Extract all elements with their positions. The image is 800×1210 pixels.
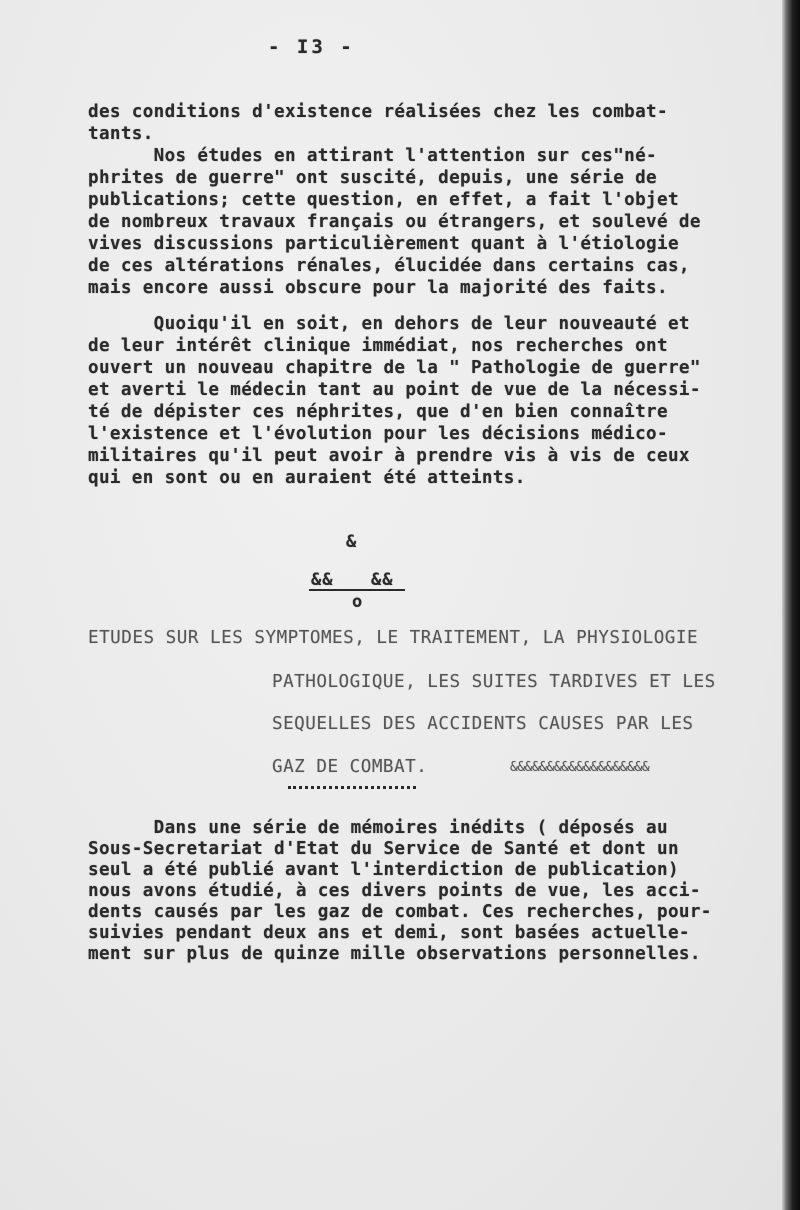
heading-ornament-tail: &&&&&&&&&&&&&&&&&&& — [510, 760, 650, 775]
ornament-bottom: o — [352, 592, 364, 612]
text-line: de nombreux travaux français ou étrangers, et soulevé de — [88, 212, 701, 232]
text-line: de leur intérêt clinique immédiat, nos recherches ont — [88, 336, 668, 356]
page-number: - I3 - — [268, 36, 355, 58]
section-heading-line: SEQUELLES DES ACCIDENTS CAUSES PAR LES — [272, 714, 694, 734]
text-line: publications; cette question, en effet, a fait l'objet — [88, 190, 679, 210]
text-line: dents causés par les gaz de combat. Ces recherches, pour- — [88, 902, 712, 922]
text-line: ment sur plus de quinze mille observations personnelles. — [88, 944, 701, 964]
section-heading-line: ETUDES SUR LES SYMPTOMES, LE TRAITEMENT, LA PHYSIOLOGIE — [88, 628, 699, 648]
section-heading-line: PATHOLOGIQUE, LES SUITES TARDIVES ET LES — [272, 672, 716, 692]
text-line: té de dépister ces néphrites, que d'en bien connaître — [88, 402, 668, 422]
text-line: nous avons étudié, à ces divers points de vue, les acci- — [88, 881, 701, 901]
text-line: seul a été publié avant l'interdiction de publication) — [88, 860, 679, 880]
text-line: l'existence et l'évolution pour les décisions médico- — [88, 424, 668, 444]
text-line: mais encore aussi obscure pour la majorité des faits. — [88, 278, 668, 298]
ornament-top: & — [346, 532, 358, 552]
text-line: de ces altérations rénales, élucidée dans certains cas, — [88, 256, 690, 276]
text-line: Dans une série de mémoires inédits ( déposés au — [88, 818, 668, 838]
text-line: des conditions d'existence réalisées chez les combat- — [88, 102, 668, 122]
text-line: et averti le médecin tant au point de vue de la nécessi- — [88, 380, 701, 400]
text-line: ouvert un nouveau chapitre de la " Pathologie de guerre" — [88, 358, 701, 378]
ornament-right: && — [371, 570, 394, 590]
section-heading-line: GAZ DE COMBAT. — [272, 757, 428, 777]
text-line: suivies pendant deux ans et demi, sont basées actuelle- — [88, 923, 690, 943]
bleed-through-watermark — [706, 80, 766, 980]
ornament-rule — [309, 589, 405, 591]
ornament-left: && — [311, 570, 334, 590]
scan-edge-shadow — [782, 0, 800, 1210]
text-line: militaires qu'il peut avoir à prendre vis à vis de ceux — [88, 446, 690, 466]
text-line: qui en sont ou en auraient été atteints. — [88, 468, 526, 488]
heading-underline — [288, 786, 416, 789]
text-line: Quoiqu'il en soit, en dehors de leur nouveauté et — [88, 314, 690, 334]
text-line: vives discussions particulièrement quant à l'étiologie — [88, 234, 679, 254]
text-line: tants. — [88, 124, 154, 144]
text-line: Sous-Secretariat d'Etat du Service de Santé et dont un — [88, 839, 679, 859]
text-line: Nos études en attirant l'attention sur ces"né- — [88, 146, 658, 166]
text-line: phrites de guerre" ont suscité, depuis, une série de — [88, 168, 658, 188]
